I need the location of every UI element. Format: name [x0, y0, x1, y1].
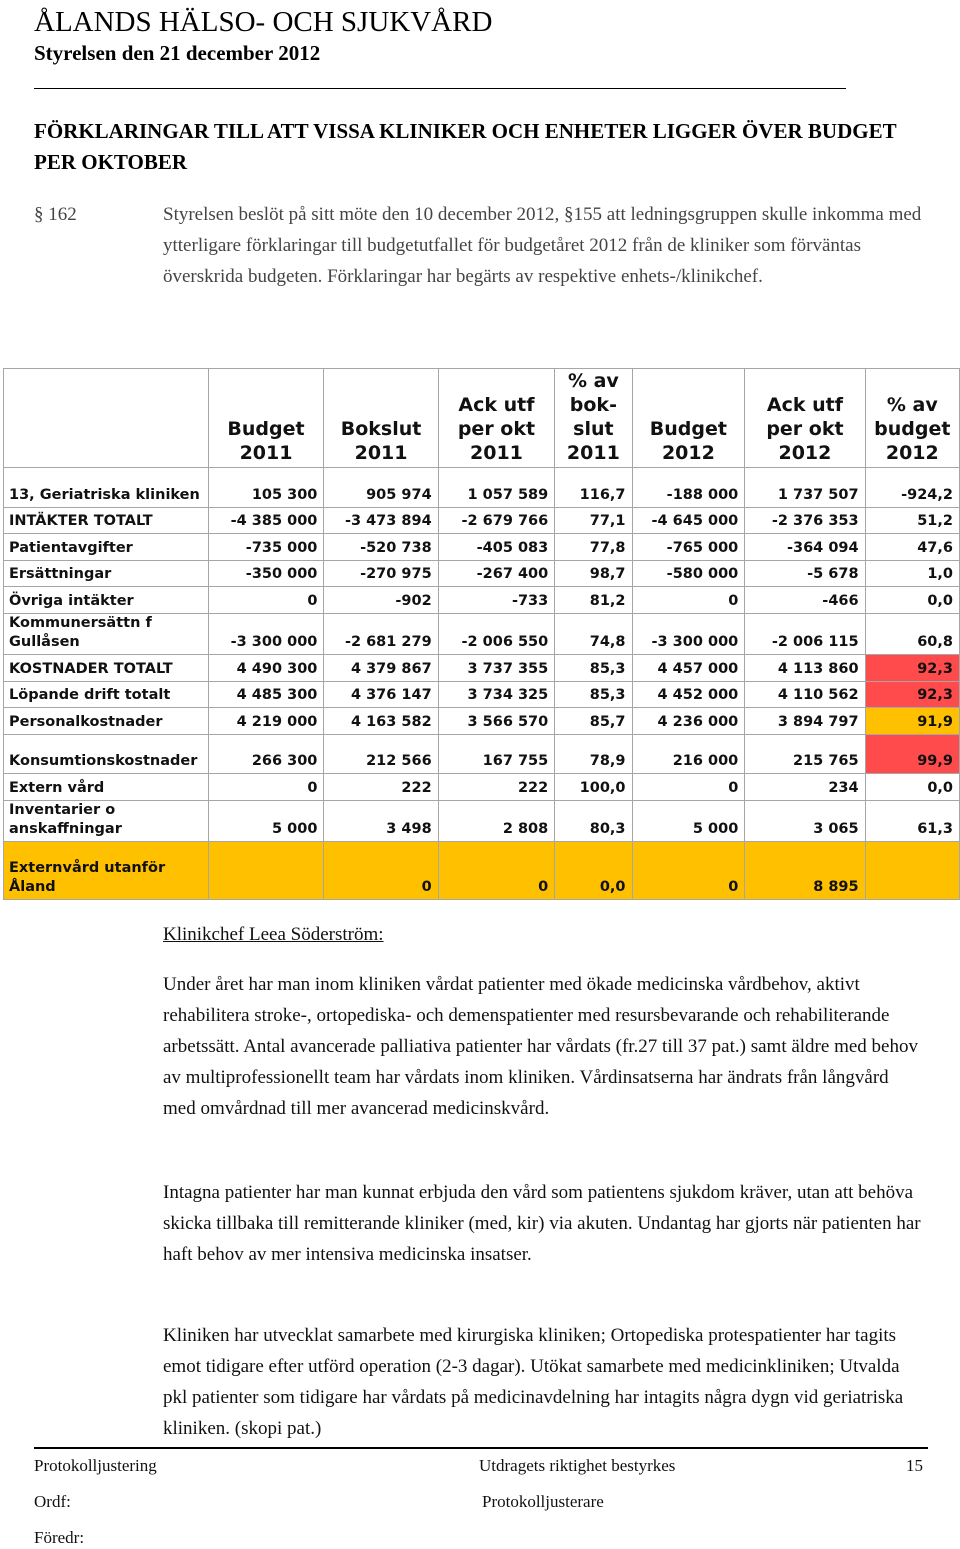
cell: 0: [208, 774, 324, 801]
cell: 0: [208, 587, 324, 614]
cell: 216 000: [632, 735, 745, 774]
statement-paragraph: Intagna patienter har man kunnat erbjuda den vård som patientens sjukdom kräver, utan att behöva skicka tillbaka till remitterande kliniker (med, kir) via akuten. Undantag har gjorts när patienten har haft behov av mer intensiva medicinska insatser.: [163, 1182, 921, 1265]
table-row: [4, 468, 960, 508]
column-header: % av bok-slut 2011: [555, 369, 632, 468]
row-label: Konsumtionskostnader: [4, 735, 209, 774]
row-label: Inventarier o anskaffningar: [4, 801, 209, 842]
cell: -3 473 894: [324, 508, 438, 534]
footer-divider: [34, 1447, 928, 1449]
table-header-row: [4, 369, 960, 468]
cell: 100,0: [555, 774, 632, 801]
column-header: Ack utf per okt 2011: [438, 369, 555, 468]
cell: 60,8: [865, 614, 959, 655]
footer-foredr: Föredr:: [34, 1528, 85, 1547]
cell: 266 300: [208, 735, 324, 774]
cell: 1,0: [865, 561, 959, 587]
cell: 8 895: [745, 842, 865, 900]
cell: 116,7: [555, 468, 632, 508]
budget-table: [3, 368, 960, 900]
cell: 0,0: [555, 842, 632, 900]
over-budget-cell: 92,3: [865, 682, 959, 708]
cell: -2 006 550: [438, 614, 555, 655]
table-row: [4, 842, 960, 900]
clinic-chief-heading: Klinikchef Leea Söderström:: [163, 924, 384, 945]
row-label: Kommunersättn f Gullåsen: [4, 614, 209, 655]
cell: -520 738: [324, 534, 438, 561]
cell: 234: [745, 774, 865, 801]
cell: 3 566 570: [438, 708, 555, 735]
cell: -3 300 000: [632, 614, 745, 655]
cell: 4 163 582: [324, 708, 438, 735]
cell: -924,2: [865, 468, 959, 508]
over-budget-cell: 99,9: [865, 735, 959, 774]
cell: 0,0: [865, 774, 959, 801]
header-blank: [4, 369, 209, 468]
cell: 1 057 589: [438, 468, 555, 508]
cell: 3 734 325: [438, 682, 555, 708]
cell: 167 755: [438, 735, 555, 774]
cell: -270 975: [324, 561, 438, 587]
row-label: Ersättningar: [4, 561, 209, 587]
over-budget-cell: 91,9: [865, 708, 959, 735]
meeting-date: Styrelsen den 21 december 2012: [34, 41, 321, 65]
cell: 81,2: [555, 587, 632, 614]
cell: -2 679 766: [438, 508, 555, 534]
cell: 1 737 507: [745, 468, 865, 508]
cell: 5 000: [632, 801, 745, 842]
cell: 3 737 355: [438, 655, 555, 682]
cell: 3 498: [324, 801, 438, 842]
cell: -188 000: [632, 468, 745, 508]
cell: -466: [745, 587, 865, 614]
cell: 61,3: [865, 801, 959, 842]
table-row: [4, 801, 960, 842]
row-label: Löpande drift totalt: [4, 682, 209, 708]
table-row: [4, 682, 960, 708]
header-divider: [34, 88, 846, 89]
table-row: [4, 587, 960, 614]
column-header: Bokslut 2011: [324, 369, 438, 468]
cell: -405 083: [438, 534, 555, 561]
cell: 77,8: [555, 534, 632, 561]
cell: -902: [324, 587, 438, 614]
cell: 74,8: [555, 614, 632, 655]
cell: 0: [438, 842, 555, 900]
cell: 4 110 562: [745, 682, 865, 708]
cell: 4 490 300: [208, 655, 324, 682]
table-row: [4, 614, 960, 655]
over-budget-cell: 92,3: [865, 655, 959, 682]
cell: [208, 842, 324, 900]
column-header: Ack utf per okt 2012: [745, 369, 865, 468]
cell: 85,7: [555, 708, 632, 735]
cell: 4 457 000: [632, 655, 745, 682]
cell: 0: [632, 587, 745, 614]
cell: -2 376 353: [745, 508, 865, 534]
cell: 98,7: [555, 561, 632, 587]
cell: [865, 842, 959, 900]
row-label: KOSTNADER TOTALT: [4, 655, 209, 682]
cell: 78,9: [555, 735, 632, 774]
footer-protokolljustering: Protokolljustering: [34, 1456, 157, 1475]
cell: -580 000: [632, 561, 745, 587]
cell: 905 974: [324, 468, 438, 508]
statement-paragraph: Under året har man inom kliniken vårdat patienter med ökade medicinska vårdbehov, aktivt rehabilitera stroke-, ortopediska- och demenspatienter med resursbevarande och rehabiliterande arbetssätt. Antal avancerade palliativa patienter har vårdats (fr.27 till 37 pat.) samt äldre med behov av multiprofessionellt team har vårdats inom kliniken. Vårdinsatserna har ändrats från långvård med omvårdnad till mer avancerad medicinskvård.: [163, 974, 918, 1119]
row-label: Personalkostnader: [4, 708, 209, 735]
row-label: Extern vård: [4, 774, 209, 801]
cell: -364 094: [745, 534, 865, 561]
row-label: 13, Geriatriska kliniken: [4, 468, 209, 508]
cell: 2 808: [438, 801, 555, 842]
footer-certification: Utdragets riktighet bestyrkes: [479, 1456, 676, 1475]
cell: 4 452 000: [632, 682, 745, 708]
cell: 0: [324, 842, 438, 900]
cell: -733: [438, 587, 555, 614]
cell: 77,1: [555, 508, 632, 534]
cell: 222: [438, 774, 555, 801]
footer-protokolljusterare: Protokolljusterare: [482, 1492, 604, 1511]
row-label: Externvård utanför Åland: [4, 842, 209, 900]
cell: 47,6: [865, 534, 959, 561]
cell: 105 300: [208, 468, 324, 508]
cell: -2 681 279: [324, 614, 438, 655]
cell: -2 006 115: [745, 614, 865, 655]
cell: -4 385 000: [208, 508, 324, 534]
cell: -5 678: [745, 561, 865, 587]
cell: 4 376 147: [324, 682, 438, 708]
section-heading: FÖRKLARINGAR TILL ATT VISSA KLINIKER OCH ENHETER LIGGER ÖVER BUDGET PER OKTOBER: [34, 119, 897, 174]
table-row: [4, 561, 960, 587]
row-label: Patientavgifter: [4, 534, 209, 561]
statement-paragraph: Kliniken har utvecklat samarbete med kirurgiska kliniken; Ortopediska protespatienter har tagits emot tidigare efter utförd operation (2-3 dagar). Utökat samarbete med medicinkliniken; Utvalda pkl patienter som tidigare har vårdats på medicinavdelning har intagits några dygn vid geriatriska kliniken. (skopi pat.): [163, 1325, 904, 1439]
table-row: [4, 735, 960, 774]
cell: 0: [632, 774, 745, 801]
paragraph-number: § 162: [34, 204, 77, 225]
cell: 222: [324, 774, 438, 801]
table-row: [4, 655, 960, 682]
table-row: [4, 774, 960, 801]
cell: 85,3: [555, 655, 632, 682]
cell: -3 300 000: [208, 614, 324, 655]
table-row: [4, 508, 960, 534]
cell: 0: [632, 842, 745, 900]
cell: 4 379 867: [324, 655, 438, 682]
column-header: Budget 2012: [632, 369, 745, 468]
cell: 215 765: [745, 735, 865, 774]
cell: 85,3: [555, 682, 632, 708]
cell: 3 065: [745, 801, 865, 842]
row-label: INTÄKTER TOTALT: [4, 508, 209, 534]
footer-ordf: Ordf:: [34, 1492, 71, 1511]
table-row: [4, 708, 960, 735]
cell: 4 236 000: [632, 708, 745, 735]
row-label: Övriga intäkter: [4, 587, 209, 614]
column-header: % av budget 2012: [865, 369, 959, 468]
cell: 5 000: [208, 801, 324, 842]
cell: 212 566: [324, 735, 438, 774]
table-row: [4, 534, 960, 561]
cell: -267 400: [438, 561, 555, 587]
org-title: ÅLANDS HÄLSO- OCH SJUKVÅRD: [34, 6, 493, 38]
cell: -350 000: [208, 561, 324, 587]
page-number: 15: [906, 1456, 923, 1475]
cell: 4 485 300: [208, 682, 324, 708]
column-header: Budget 2011: [208, 369, 324, 468]
cell: 0,0: [865, 587, 959, 614]
cell: 4 219 000: [208, 708, 324, 735]
cell: -765 000: [632, 534, 745, 561]
cell: 51,2: [865, 508, 959, 534]
intro-paragraph: Styrelsen beslöt på sitt möte den 10 december 2012, §155 att ledningsgruppen skulle inkomma med ytterligare förklaringar till budgetutfallet för budgetåret 2012 från de kliniker som förväntas överskrida budgeten. Förklaringar har begärts av respektive enhets-/klinikchef.: [163, 204, 922, 287]
cell: -735 000: [208, 534, 324, 561]
cell: 4 113 860: [745, 655, 865, 682]
cell: 3 894 797: [745, 708, 865, 735]
cell: 80,3: [555, 801, 632, 842]
cell: -4 645 000: [632, 508, 745, 534]
